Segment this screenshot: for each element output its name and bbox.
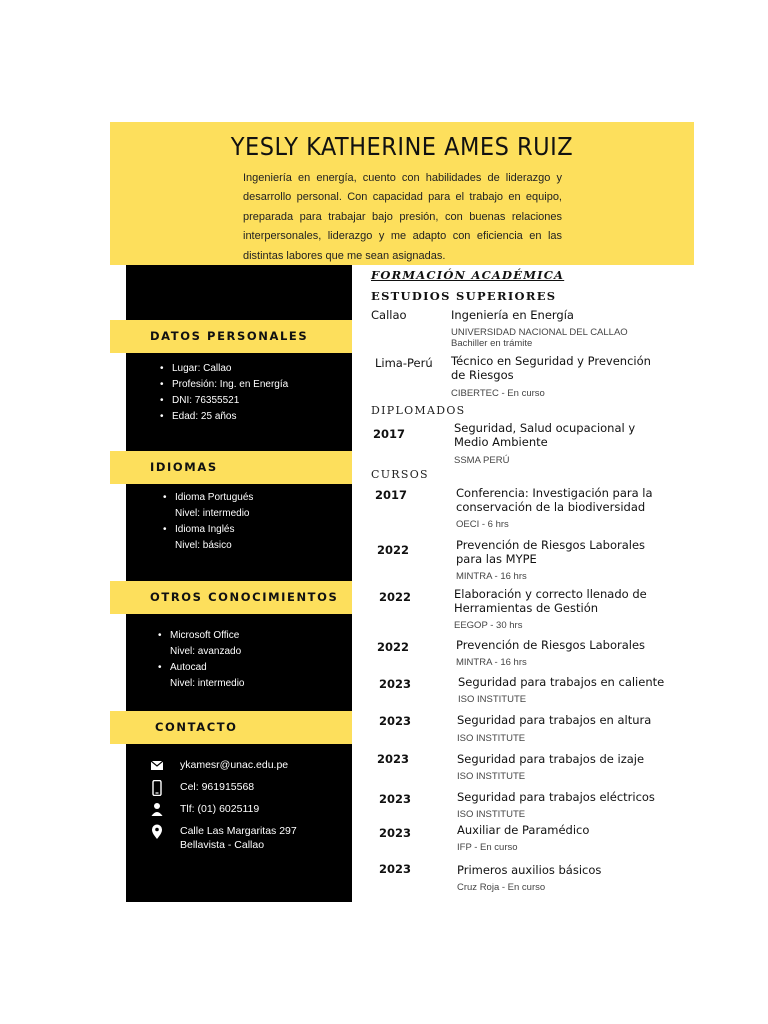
diplomados-title: DIPLOMADOS <box>371 404 466 417</box>
course-title: Primeros auxilios básicos <box>457 863 602 877</box>
course-title-cont: Medio Ambiente <box>454 435 548 449</box>
profile-summary: Ingeniería en energía, cuento con habilidades de liderazgo y desarrollo personal. Con capacidad para el trabajo en equipo, preparada para trabajar bajo presión, con buenas relaciones interpersonales, liderazgo y me adapto con eficiencia en las distintas labores que me sean asignadas. <box>243 172 562 262</box>
course-year: 2023 <box>379 714 412 728</box>
datos-personales-list <box>158 361 288 425</box>
list-item: • DNI: 76355521 <box>158 393 288 409</box>
course-year: 2023 <box>379 862 412 876</box>
course-title-cont: Herramientas de Gestión <box>454 601 599 615</box>
course-institution: Cruz Roja - En curso <box>457 882 546 893</box>
study-title-cont: de Riesgos <box>451 368 514 382</box>
course-title: Seguridad, Salud ocupacional y <box>454 421 636 435</box>
idiomas-heading: IDIOMAS <box>110 451 352 484</box>
course-institution: IFP - En curso <box>457 842 518 853</box>
course-institution: SSMA PERÚ <box>454 455 510 466</box>
course-title: Prevención de Riesgos Laborales <box>456 538 646 552</box>
study-title: Técnico en Seguridad y Prevención <box>451 354 651 368</box>
mobile-phone-icon <box>150 780 164 794</box>
course-title: Prevención de Riesgos Laborales <box>456 638 646 652</box>
course-year: 2023 <box>379 826 412 840</box>
course-year: 2022 <box>377 640 410 654</box>
course-title: Seguridad para trabajos en caliente <box>458 675 665 689</box>
formacion-academica-title: FORMACIÓN ACADÉMICA <box>371 268 565 282</box>
person-icon <box>150 802 164 816</box>
course-year: 2023 <box>379 677 412 691</box>
estudios-superiores-title: ESTUDIOS SUPERIORES <box>371 289 557 303</box>
otros-conocimientos-list <box>156 628 244 692</box>
cel-text: Cel: 961915568 <box>180 781 255 793</box>
course-year: 2022 <box>379 590 412 604</box>
address-line-2: Bellavista - Callao <box>180 839 265 851</box>
course-institution: MINTRA - 16 hrs <box>456 657 527 668</box>
course-title: Auxiliar de Paramédico <box>457 823 590 837</box>
list-item: • Autocad <box>156 660 244 676</box>
course-title: Conferencia: Investigación para la <box>456 486 653 500</box>
course-year: 2017 <box>373 427 406 441</box>
full-name: YESLY KATHERINE AMES RUIZ <box>230 132 574 161</box>
course-institution: OECI - 6 hrs <box>456 519 509 530</box>
course-institution: ISO INSTITUTE <box>457 771 526 782</box>
course-year: 2023 <box>379 792 412 806</box>
list-item-level: Nivel: avanzado <box>170 646 242 657</box>
study-institution: CIBERTEC - En curso <box>451 388 545 399</box>
list-item-level: Nivel: básico <box>175 540 232 551</box>
list-item: • Idioma Inglés <box>161 522 253 538</box>
map-pin-icon <box>150 824 164 838</box>
course-title: Elaboración y correcto llenado de <box>454 587 647 601</box>
study-status: Bachiller en trámite <box>451 338 533 349</box>
course-title-cont: conservación de la biodiversidad <box>456 500 646 514</box>
course-institution: ISO INSTITUTE <box>457 809 526 820</box>
course-year: 2022 <box>377 543 410 557</box>
course-institution: ISO INSTITUTE <box>458 694 527 705</box>
list-item: • Edad: 25 años <box>158 409 288 425</box>
list-item-level: Nivel: intermedio <box>170 678 245 689</box>
study-place: Callao <box>371 308 407 322</box>
course-institution: EEGOP - 30 hrs <box>454 620 523 631</box>
study-place: Lima-Perú <box>375 356 433 370</box>
email-text: ykamesr@unac.edu.pe <box>180 759 289 771</box>
list-item: • Profesión: Ing. en Energía <box>158 377 288 393</box>
list-item: • Idioma Portugués <box>161 490 253 506</box>
list-item-level: Nivel: intermedio <box>175 508 250 519</box>
cursos-title: CURSOS <box>371 468 429 481</box>
course-institution: ISO INSTITUTE <box>457 733 526 744</box>
otros-conocimientos-heading: OTROS CONOCIMIENTOS <box>110 581 352 614</box>
datos-personales-heading: DATOS PERSONALES <box>110 320 352 353</box>
study-title: Ingeniería en Energía <box>451 308 574 322</box>
study-institution: UNIVERSIDAD NACIONAL DEL CALLAO <box>451 327 628 338</box>
course-year: 2017 <box>375 488 408 502</box>
address-line-1: Calle Las Margaritas 297 <box>180 825 297 837</box>
idiomas-list <box>161 490 253 554</box>
contacto-heading: CONTACTO <box>110 711 352 744</box>
course-title: Seguridad para trabajos en altura <box>457 713 652 727</box>
list-item: • Lugar: Callao <box>158 361 288 377</box>
course-year: 2023 <box>377 752 410 766</box>
tlf-text: Tlf: (01) 6025119 <box>180 803 260 815</box>
course-title-cont: para las MYPE <box>456 552 537 566</box>
course-institution: MINTRA - 16 hrs <box>456 571 527 582</box>
header-banner <box>110 122 694 265</box>
course-title: Seguridad para trabajos de izaje <box>457 752 645 766</box>
course-title: Seguridad para trabajos eléctricos <box>457 790 655 804</box>
list-item: • Microsoft Office <box>156 628 244 644</box>
envelope-icon <box>150 758 164 772</box>
